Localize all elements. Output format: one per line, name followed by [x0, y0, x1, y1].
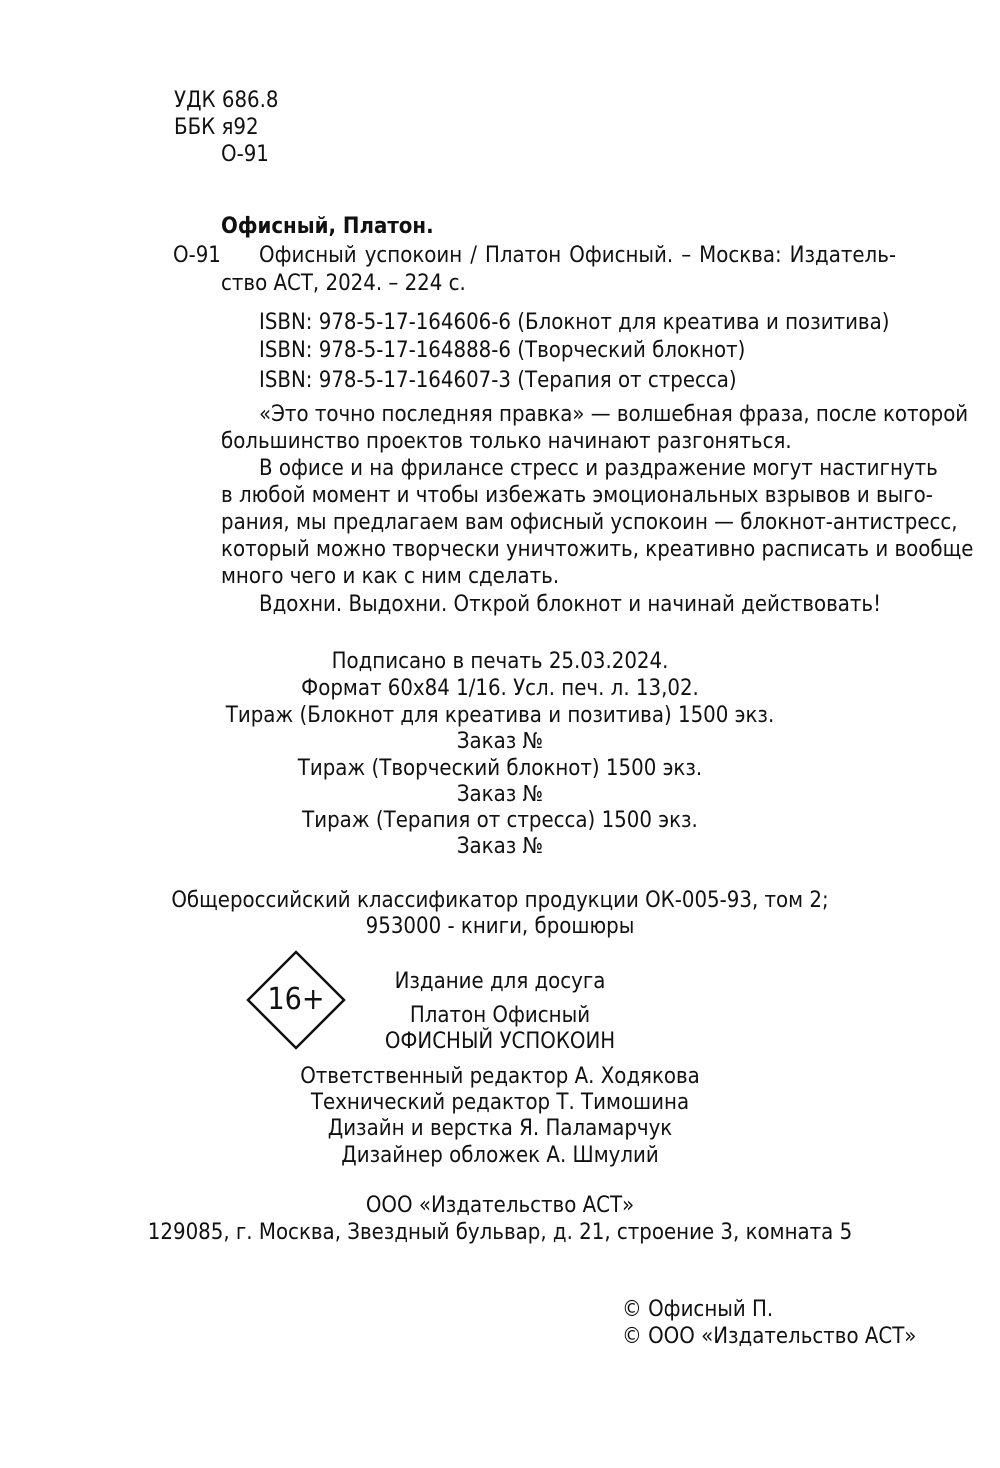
annotation-line: «Это точно последняя правка» — волшебная фраза, после которой [259, 402, 969, 427]
annotation-line: рания, мы предлагаем вам офисный успокоин — блокнот-антистресс, [221, 510, 958, 535]
credit-line: Дизайн и верстка Я. Паламарчук [327, 1116, 673, 1141]
annotation-line: большинство проектов только начинают разгоняться. [221, 429, 792, 454]
annotation-line: В офисе и на фрилансе стресс и раздражение могут настигнуть [259, 456, 938, 481]
isbn-line: ISBN: 978-5-17-164888-6 (Творческий блокнот) [259, 338, 746, 363]
classifier-line: Общероссийский классификатор продукции ОК-005-93, том 2; [171, 888, 829, 913]
edition-title: ОФИСНЫЙ УСПОКОИН [384, 1029, 616, 1054]
classifier-line: 953000 - книги, брошюры [365, 914, 635, 939]
copyright-line: © Офисный П. [622, 1297, 774, 1322]
annotation-line: в любой момент и чтобы избежать эмоциональных взрывов и выго- [221, 483, 933, 508]
credit-line: Дизайнер обложек А. Шмулий [341, 1143, 659, 1168]
age-rating-text: 16+ [267, 982, 325, 1017]
annotation-line: Вдохни. Выдохни. Открой блокнот и начинай действовать! [259, 592, 881, 617]
author-heading: Офисный, Платон. [221, 214, 434, 239]
print-info-line: Заказ № [456, 834, 544, 859]
annotation-line: который можно творчески уничтожить, креативно расписать и вообще [221, 537, 974, 562]
bbk-code: ББК я92 [174, 115, 259, 140]
publisher-name: ООО «Издательство АСТ» [365, 1193, 635, 1218]
credit-line: Ответственный редактор А. Ходякова [300, 1064, 700, 1089]
bibliographic-mark: О-91 [173, 243, 221, 268]
udk-code: УДК 686.8 [174, 88, 279, 113]
print-info-line: Тираж (Творческий блокнот) 1500 экз. [297, 756, 703, 781]
isbn-line: ISBN: 978-5-17-164607-3 (Терапия от стресса) [259, 368, 737, 393]
print-info-line: Формат 60x84 1/16. Усл. печ. л. 13,02. [301, 676, 699, 701]
print-info-line: Заказ № [456, 782, 544, 807]
print-info-line: Заказ № [456, 729, 544, 754]
publisher-address: 129085, г. Москва, Звездный бульвар, д. 21, строение 3, комната 5 [147, 1220, 853, 1245]
edition-author: Платон Офисный [409, 1003, 591, 1028]
author-mark: О-91 [221, 142, 269, 167]
print-info-line: Тираж (Блокнот для креатива и позитива) 1500 экз. [225, 703, 775, 728]
print-info-line: Подписано в печать 25.03.2024. [331, 649, 669, 674]
annotation-line: много чего и как с ним сделать. [221, 564, 560, 589]
copyright-line: © ООО «Издательство АСТ» [622, 1324, 917, 1349]
print-info-line: Тираж (Терапия от стресса) 1500 экз. [302, 808, 698, 833]
isbn-line: ISBN: 978-5-17-164606-6 (Блокнот для креатива и позитива) [259, 310, 890, 335]
description-line-2: ство АСТ, 2024. – 224 с. [221, 271, 466, 296]
edition-type: Издание для досуга [394, 969, 606, 994]
credit-line: Технический редактор Т. Тимошина [310, 1090, 690, 1115]
description-line-1: Офисный успокоин / Платон Офисный. – Москва: Издатель- [259, 243, 896, 268]
